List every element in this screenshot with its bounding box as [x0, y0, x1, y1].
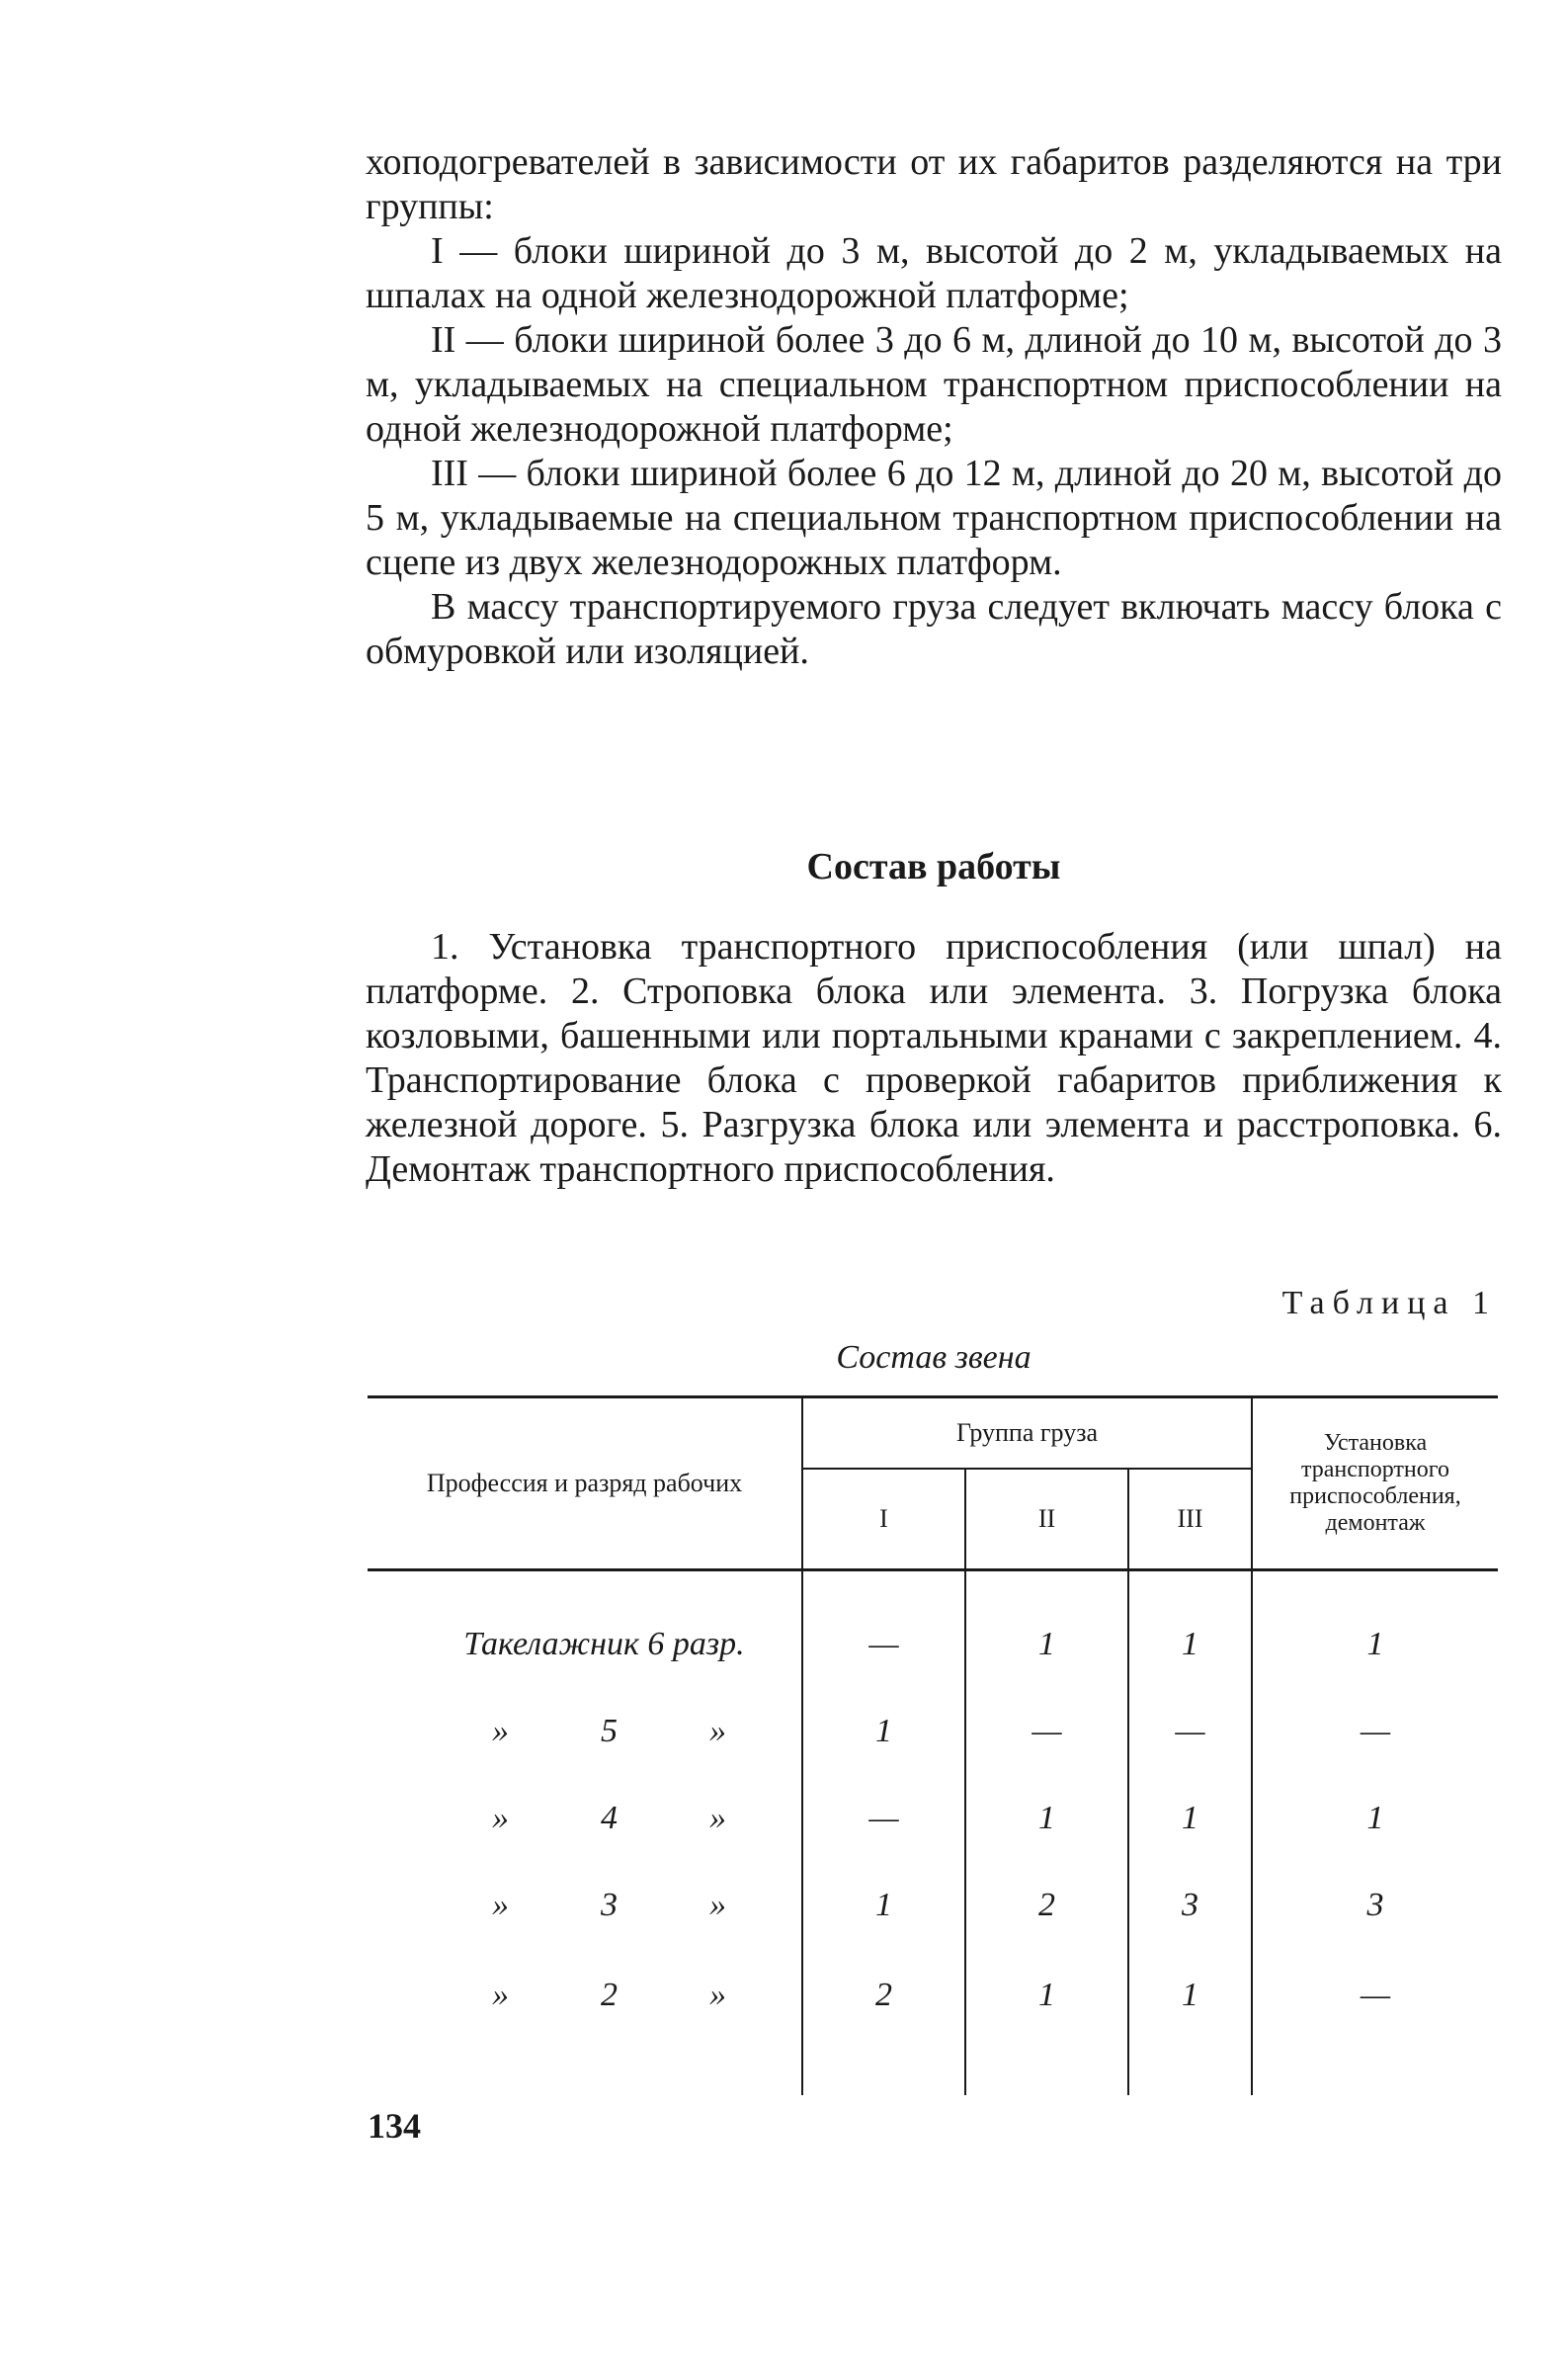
group-2-cell: 1: [965, 1949, 1128, 2095]
group-2-cell: 2: [965, 1862, 1128, 1949]
group-3-cell: 1: [1128, 1775, 1252, 1862]
table-row: [368, 1949, 1498, 2095]
profession-cell: [368, 1775, 802, 1862]
group-2-cell: —: [965, 1688, 1128, 1775]
group-1-cell: —: [802, 1775, 965, 1862]
install-header: Установка транспортного приспособления, демонтаж: [1252, 1397, 1498, 1570]
profession-name: Такелажник 6 разр.: [463, 1626, 745, 1662]
install-cell: 1: [1252, 1775, 1498, 1862]
group-1-cell: 1: [802, 1688, 965, 1775]
ditto-mark: »: [709, 1713, 726, 1749]
table-header-row: [368, 1397, 1498, 1470]
mass-note-paragraph: В массу транспортируемого груза следует включать массу блока с обмуровкой или изоляцией.: [366, 586, 1502, 672]
ditto-mark: »: [709, 1887, 726, 1923]
group-1-paragraph: I — блоки шириной до 3 м, высотой до 2 м, укладываемых на шпалах на одной железнодорожной платформе;: [366, 230, 1502, 316]
profession-header: Профессия и разряд рабочих: [368, 1397, 802, 1570]
group-3-cell: 1: [1128, 1570, 1252, 1689]
group-3-paragraph: III — блоки шириной более 6 до 12 м, длиной до 20 м, высотой до 5 м, укладываемые на специальном транспортном приспособлении на сцепе из двух железнодорожных платформ.: [366, 453, 1502, 583]
ditto-mark: »: [709, 1800, 726, 1836]
page-number: 134: [368, 2106, 421, 2146]
intro-text: [366, 140, 1502, 674]
grade-value: 4: [601, 1800, 618, 1836]
intro-paragraph: хоподогревателей в зависимости от их габаритов разделяются на три группы:: [366, 141, 1502, 227]
profession-ditto: [392, 1887, 778, 1924]
install-cell: —: [1252, 1949, 1498, 2095]
cargo-group-header: Группа груза: [802, 1397, 1252, 1470]
group-2-paragraph: II — блоки шириной более 3 до 6 м, длиной до 10 м, высотой до 3 м, укладываемых на специальном транспортном приспособлении на одной железнодорожной платформе;: [366, 319, 1502, 450]
install-cell: 3: [1252, 1862, 1498, 1949]
grade-value: 5: [601, 1713, 618, 1749]
table-row: [368, 1862, 1498, 1949]
install-cell: —: [1252, 1688, 1498, 1775]
grade-value: 2: [601, 1977, 618, 2013]
group-1-header: I: [802, 1469, 965, 1570]
profession-ditto: [392, 1800, 778, 1837]
ditto-mark: »: [492, 1977, 509, 2013]
profession-cell: [368, 1688, 802, 1775]
section-heading: Состав работы: [806, 846, 1061, 887]
group-1-cell: —: [802, 1570, 965, 1689]
grade-value: 3: [601, 1887, 618, 1923]
group-3-header: III: [1128, 1469, 1252, 1570]
ditto-mark: »: [492, 1800, 509, 1836]
table-caption: Состав звена: [836, 1339, 1032, 1376]
group-1-cell: 1: [802, 1862, 965, 1949]
group-2-header: II: [965, 1469, 1128, 1570]
ditto-mark: »: [492, 1713, 509, 1749]
group-3-cell: 1: [1128, 1949, 1252, 2095]
group-3-cell: 3: [1128, 1862, 1252, 1949]
group-3-cell: —: [1128, 1688, 1252, 1775]
profession-ditto: [392, 1713, 778, 1750]
table-label: Таблица 1: [1281, 1285, 1497, 1321]
install-cell: 1: [1252, 1570, 1498, 1689]
crew-table: [368, 1395, 1498, 2095]
work-composition-paragraph: 1. Установка транспортного приспособления (или шпал) на платформе. 2. Строповка блока или элемента. 3. Погрузка блока козловыми, башенными или портальными кранами с закреплением. 4. Транспортирование блока с проверкой габаритов приближения к железной дороге. 5. Разгрузка блока или элемента и расстроповка. 6. Демонтаж транспортного приспособления.: [366, 926, 1502, 1190]
profession-cell: [368, 1570, 802, 1689]
ditto-mark: »: [492, 1887, 509, 1923]
group-2-cell: 1: [965, 1570, 1128, 1689]
profession-cell: [368, 1949, 802, 2095]
group-2-cell: 1: [965, 1775, 1128, 1862]
ditto-mark: »: [709, 1977, 726, 2013]
group-1-cell: 2: [802, 1949, 965, 2095]
profession-ditto: [392, 1977, 778, 2014]
table-row: [368, 1570, 1498, 1689]
table-row: [368, 1688, 1498, 1775]
table-row: [368, 1775, 1498, 1862]
work-composition-text: [366, 925, 1502, 1192]
profession-cell: [368, 1862, 802, 1949]
